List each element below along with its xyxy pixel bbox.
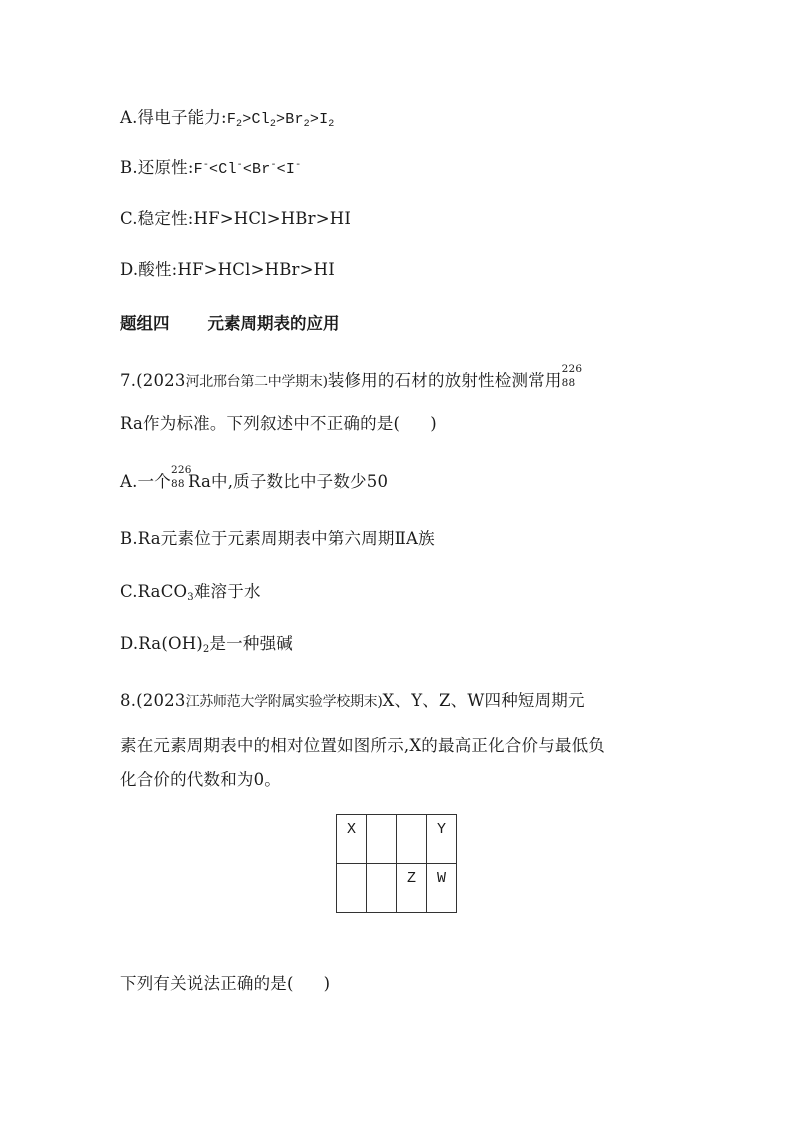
q6-a-gt1: > [242, 111, 252, 128]
q7-option-d [120, 632, 293, 656]
grid-cell-text: X [346, 821, 356, 838]
q7-option-a-text: 中,质子数比中子数少50 [211, 472, 389, 491]
q7-option-d-text: 是一种强碱 [209, 634, 293, 653]
q6-b-i: <I [276, 161, 296, 178]
q6-a-i: I [319, 111, 329, 128]
grid-row-1 [337, 815, 457, 864]
q8-question: 下列有关说法正确的是( [120, 974, 294, 993]
grid-cell-text: W [436, 870, 446, 887]
q6-option-a [120, 106, 334, 132]
q6-a-i-sub: 2 [328, 119, 335, 130]
q7-isotope-notation [561, 363, 583, 389]
q7-option-a-atomic: 88 [170, 478, 185, 490]
q6-b-f: F [193, 161, 203, 178]
q7-option-a-isotope [170, 464, 192, 490]
q7-isotope-atomic: 88 [561, 377, 576, 389]
q6-option-b [120, 156, 301, 182]
q6-a-f-sub: 2 [236, 119, 243, 130]
q7-option-a [120, 464, 389, 494]
q7-option-c-formula: C.RaCO [120, 582, 188, 601]
q7-isotope-mass: 226 [561, 363, 583, 375]
q6-b-f-charge: - [202, 160, 210, 171]
q7-stem-line-2 [120, 412, 437, 436]
q6-b-cl-charge: - [236, 160, 243, 171]
q6-option-b-formula [194, 161, 302, 178]
q8-stem-1: X、Y、Z、W四种短周期元 [382, 691, 585, 710]
q6-option-a-formula [227, 111, 335, 128]
q7-source: 河北邢台第二中学期末) [185, 374, 328, 390]
grid-cell [367, 815, 397, 864]
q6-b-br-charge: - [270, 160, 277, 171]
q6-option-c: C.稳定性:HF>HCl>HBr>HI [120, 209, 352, 228]
q8-stem-line-1 [120, 689, 585, 714]
grid-cell [397, 864, 427, 913]
section-heading [120, 310, 340, 334]
q7-stem-2: Ra作为标准。下列叙述中不正确的是( [120, 414, 401, 433]
grid-cell-text: Z [406, 870, 416, 887]
grid-cell [337, 815, 367, 864]
q6-b-br: <Br [242, 161, 271, 178]
section-title: 元素周期表的应用 [207, 314, 340, 333]
q7-option-c-sub: 3 [187, 592, 194, 603]
q7-stem-line-1 [120, 363, 583, 394]
q8-source: 江苏师范大学附属实验学校期末) [185, 694, 383, 710]
grid-row-2 [337, 864, 457, 913]
q6-a-br: Br [285, 111, 304, 128]
q7-stem-1: 装修用的石材的放射性检测常用 [327, 371, 562, 390]
q8-stem-line-2: 素在元素周期表中的相对位置如图所示,X的最高正化合价与最低负 [120, 736, 605, 755]
q7-option-c [120, 580, 261, 604]
q6-a-cl: Cl [251, 111, 270, 128]
q6-option-b-prefix: B.还原性: [120, 158, 194, 177]
q6-b-cl: <Cl [209, 161, 237, 178]
q6-a-cl-sub: 2 [269, 119, 277, 130]
grid-cell [427, 815, 457, 864]
grid-cell [367, 864, 397, 913]
q7-option-a-element: Ra [187, 472, 212, 491]
q6-option-a-prefix: A.得电子能力: [120, 108, 227, 127]
grid-cell [397, 815, 427, 864]
q6-a-gt3: > [309, 111, 320, 128]
q6-a-f: F [226, 111, 237, 128]
q7-option-c-text: 难溶于水 [193, 582, 261, 601]
grid-cell [427, 864, 457, 913]
q8-number: 8.(2023 [120, 691, 186, 710]
q8-question-end: ) [323, 974, 331, 993]
q7-option-b: B.Ra元素位于元素周期表中第六周期ⅡA族 [120, 529, 435, 548]
q6-b-i-charge: - [295, 160, 302, 171]
periodic-position-grid [336, 814, 457, 913]
q6-option-d: D.酸性:HF>HCl>HBr>HI [120, 260, 335, 279]
q7-option-a-prefix: A.一个 [120, 472, 171, 491]
q8-stem-line-3: 化合价的代数和为0。 [120, 770, 281, 789]
q7-option-a-mass: 226 [170, 464, 192, 476]
q6-a-gt2: > [276, 111, 286, 128]
q8-question-line [120, 972, 330, 996]
section-label: 题组四 [120, 314, 170, 333]
q7-option-d-sub: 2 [202, 644, 210, 655]
q7-stem-2-end: ) [430, 414, 437, 433]
q6-a-br-sub: 2 [303, 119, 310, 130]
grid-cell [337, 864, 367, 913]
q7-option-d-formula: D.Ra(OH) [120, 634, 203, 653]
q7-number: 7.(2023 [120, 371, 186, 390]
grid-cell-text: Y [436, 821, 446, 838]
